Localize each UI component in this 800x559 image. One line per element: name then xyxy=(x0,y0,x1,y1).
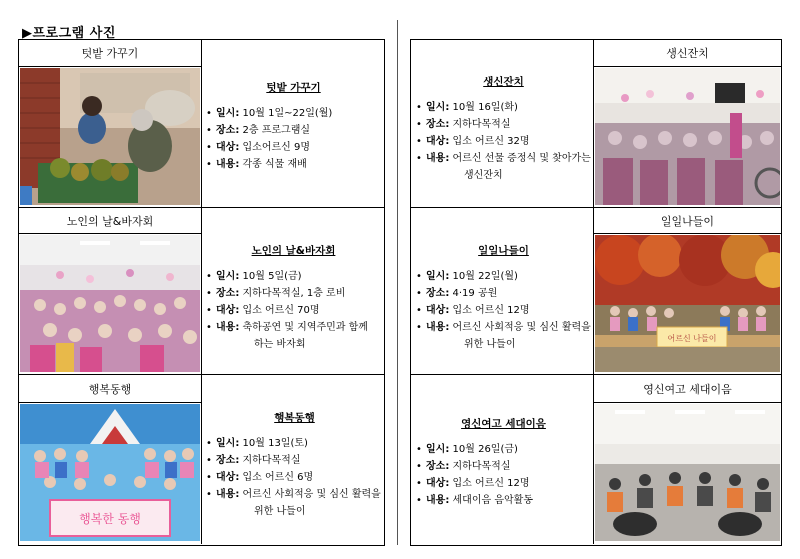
info-title: 행복동행 xyxy=(274,412,315,424)
info-title: 일일나들이 xyxy=(478,245,529,257)
caption-happy: 행복동행 xyxy=(88,383,132,396)
info-title: 노인의 날&바자회 xyxy=(251,245,336,257)
info-title: 생신잔치 xyxy=(483,76,524,88)
photo-elder-day xyxy=(20,235,200,372)
info-birthday: 생신잔치 • 일시: 10월 16일(화) • 장소: 지하다목적실 • 대상: 입소 어르신 32명 • 내용: 어르신 선물 증정식 및 찾아가는 생신잔치 xyxy=(416,74,591,184)
photo-generation xyxy=(595,404,780,541)
info-outing: 일일나들이 • 일시: 10월 22일(월) • 장소: 4·19 공원 • 대상: 입소 어르신 12명 • 내용: 어르신 사회적응 및 심신 활력을 위한 나들이 xyxy=(416,243,591,353)
caption-generation: 영신여고 세대이음 xyxy=(643,383,732,396)
photo-garden xyxy=(20,68,200,205)
caption-garden: 텃밭 가꾸기 xyxy=(81,47,139,60)
outing-banner-text: 어르신 나들이 xyxy=(667,334,717,343)
info-title: 영신여고 세대이음 xyxy=(461,418,546,430)
photo-birthday xyxy=(595,68,780,205)
happy-banner-text: 행복한 동행 xyxy=(79,512,141,526)
photo-outing xyxy=(595,235,780,372)
photo-happy xyxy=(20,404,200,541)
info-garden: 텃밭 가꾸기 • 일시: 10월 1일~22일(월) • 장소: 2층 프로그램실 • 대상: 입소어르신 9명 • 내용: 각종 식물 재배 xyxy=(206,80,381,173)
caption-birthday: 생신잔치 xyxy=(666,47,709,60)
section-heading: ▶프로그램 사진 xyxy=(22,26,116,41)
column-divider xyxy=(397,20,398,545)
info-title: 텃밭 가꾸기 xyxy=(266,82,321,94)
info-happy: 행복동행 • 일시: 10월 13일(토) • 장소: 지하다목적실 • 대상: 입소 어르신 6명 • 내용: 어르신 사회적응 및 심신 활력을 위한 나들이 xyxy=(206,410,383,520)
caption-elder-day: 노인의 날&바자회 xyxy=(66,215,154,228)
caption-outing: 일일나들이 xyxy=(660,215,715,228)
info-elder-day: 노인의 날&바자회 • 일시: 10월 5일(금) • 장소: 지하다목적실, 1층 로비 • 대상: 입소 어르신 70명 • 내용: 축하공연 및 지역주민과 함께 하는 바자회 xyxy=(206,243,381,353)
info-generation: 영신여고 세대이음 • 일시: 10월 26일(금) • 장소: 지하다목적실 • 대상: 입소 어르신 12명 • 내용: 세대이음 음악활동 xyxy=(416,416,591,509)
